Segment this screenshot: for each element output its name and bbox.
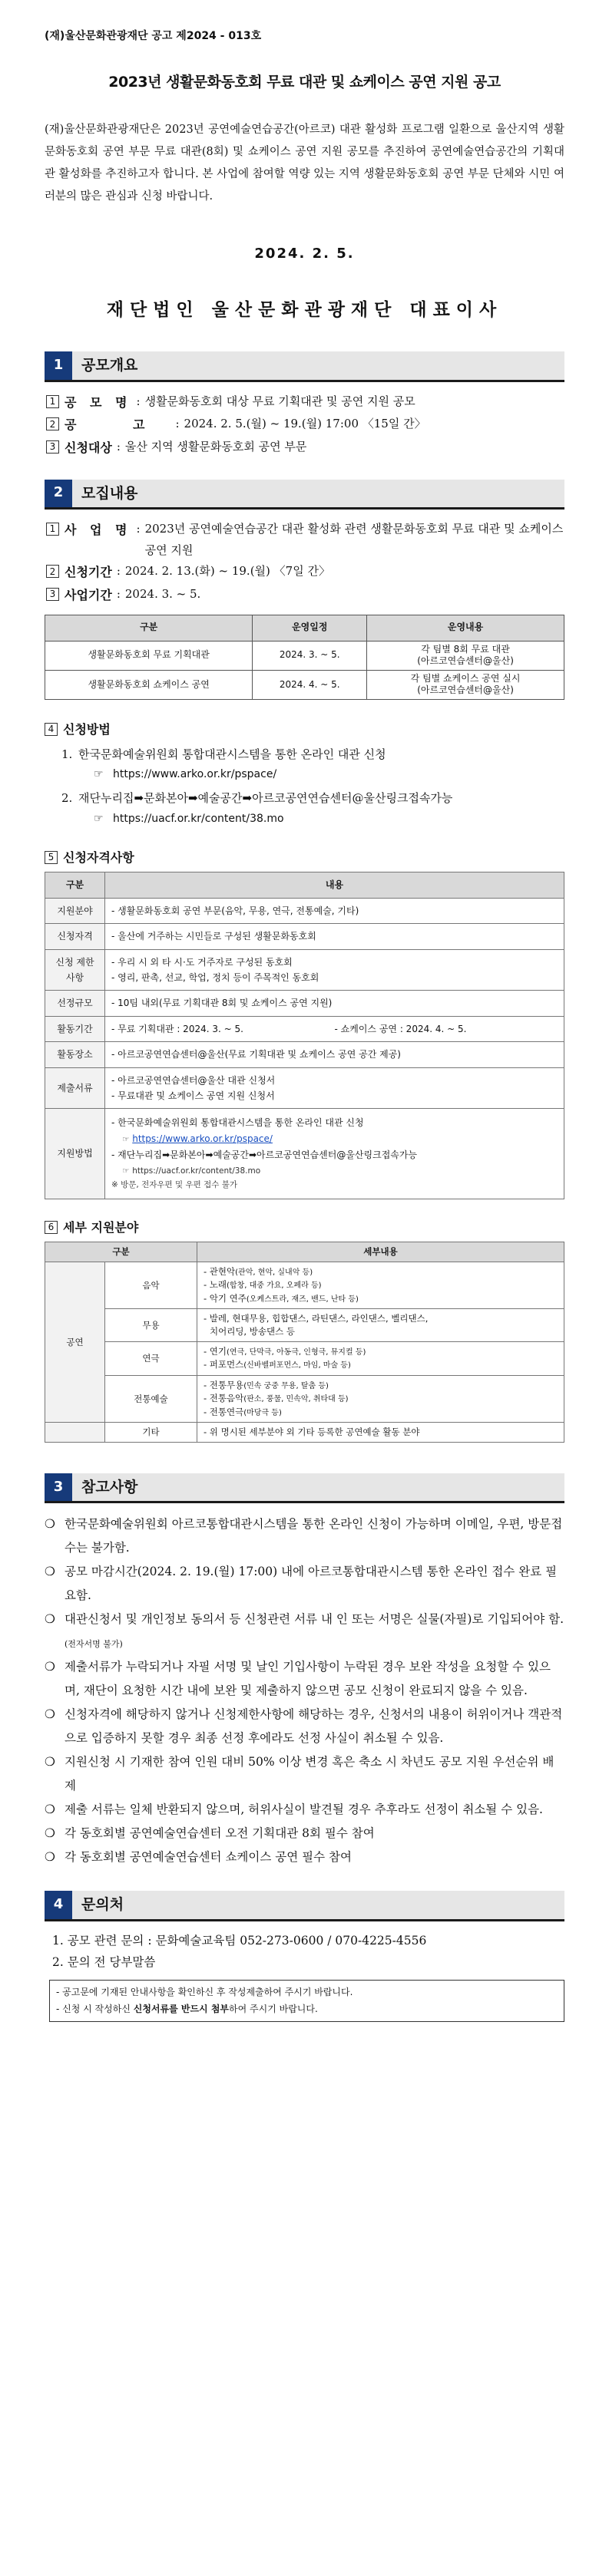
table-row: 지원방법 - 한국문화예술위원회 통합대관시스템을 통한 온라인 대관 신청 ☞ https://www.arko.or.kr/pspace/ - 재단누리집➡문화본아➡예술공간➡아르코공연연습센터@울산링크접속가능 ☞ https://uacf.or.kr/content/38.mo ※ 방문, 전자우편 및 우편 접수 불가 <box>45 1109 564 1199</box>
section-2-body <box>45 519 564 1443</box>
section-1-number: 1 <box>45 351 72 379</box>
list-item: ❍ 각 동호회별 공연예술연습센터 오전 기획대관 8회 필수 참여 <box>45 1822 564 1845</box>
item-value: 2023년 공연예술연습공간 대관 활성화 관련 생활문화동호회 무료 대관 및 쇼케이스 공연 지원 <box>144 521 564 557</box>
schedule-table <box>45 615 564 700</box>
arko-link[interactable]: https://www.arko.or.kr/pspace/ <box>132 1133 273 1144</box>
pointing-hand-icon: ☞ <box>94 768 104 781</box>
item-number-box: 2 <box>46 565 59 578</box>
overview-notice-row: 2 공 고 : 2024. 2. 5.(월) ~ 19.(월) 17:00 〈15일 간〉 <box>45 414 564 437</box>
detail-heading <box>45 1218 564 1238</box>
table-row: 제출서류 - 아르코공연연습센터@울산 대관 신청서 - 무료대관 및 쇼케이스 공연 지원 신청서 <box>45 1067 564 1109</box>
table-row: 신청자격 - 울산에 거주하는 시민들로 구성된 생활문화동호회 <box>45 924 564 949</box>
list-item: 1. 한국문화예술위원회 통합대관시스템을 통한 온라인 대관 신청 <box>61 747 386 761</box>
item-number-box: 1 <box>46 523 59 536</box>
circle-bullet-icon: ❍ <box>45 1517 55 1532</box>
circle-bullet-icon: ❍ <box>45 1612 55 1627</box>
project-name-row: 1 사 업 명 : 2023년 공연예술연습공간 대관 활성화 관련 생활문화동호회 무료 대관 및 쇼케이스 공연 지원 <box>45 519 564 562</box>
circle-bullet-icon: ❍ <box>45 1803 55 1817</box>
doc-title: 2023년 생활문화동호회 무료 대관 및 쇼케이스 공연 지원 공고 <box>108 74 501 91</box>
section-4-title: 문의처 <box>72 1891 564 1918</box>
table-row: 신청 제한사항 - 우리 시 외 타 시·도 거주자로 구성된 동호회 - 영리, 판촉, 선교, 학업, 정치 등이 주목적인 동호회 <box>45 949 564 991</box>
table-row: 무용 - 발레, 현대무용, 힙합댄스, 라틴댄스, 라인댄스, 벨리댄스, 치어리딩, 방송댄스 등 <box>45 1309 564 1341</box>
project-period-row: 3 사업기간 : 2024. 3. ~ 5. <box>45 584 564 607</box>
issuer: 재단법인 울산문화관광재단 대표이사 <box>106 298 503 320</box>
section-2-title: 모집내용 <box>72 480 564 507</box>
list-item: ❍ 각 동호회별 공연예술연습센터 쇼케이스 공연 필수 참여 <box>45 1845 564 1869</box>
pointing-hand-icon: ☞ <box>122 1134 130 1144</box>
item-label: 사 업 명 <box>65 522 132 537</box>
table-cell: 각 팀별 쇼케이스 공연 실시 (아르코연습센터@울산) <box>367 670 564 699</box>
item-number-box: 6 <box>45 1221 58 1234</box>
table-row: 활동장소 - 아르코공연연습센터@울산(무료 기획대관 및 쇼케이스 공연 공간 제공) <box>45 1042 564 1067</box>
item-label: 신청자격사항 <box>63 849 134 865</box>
circle-bullet-icon: ❍ <box>45 1565 55 1579</box>
pointing-hand-icon: ☞ <box>94 812 104 825</box>
circle-bullet-icon: ❍ <box>45 1755 55 1770</box>
doc-date: 2024. 2. 5. <box>254 245 355 262</box>
table-header: 구분 <box>45 1242 197 1262</box>
list-item <box>61 765 564 785</box>
section-3-title: 참고사항 <box>72 1473 564 1501</box>
contact-info <box>45 1931 564 1974</box>
circle-bullet-icon: ❍ <box>45 1826 55 1841</box>
contact-line: 1. 공모 관련 문의 : 문화예술교육팀 052-273-0600 / 070-4225-4556 <box>52 1933 427 1948</box>
apply-period-row: 2 신청기간 : 2024. 2. 13.(화) ~ 19.(월) 〈7일 간〉 <box>45 561 564 584</box>
table-row: 지원분야 - 생활문화동호회 공연 부문(음악, 무용, 연극, 전통예술, 기타) <box>45 898 564 923</box>
section-4-number: 4 <box>45 1891 72 1918</box>
item-number-box: 2 <box>46 417 59 430</box>
apply-method-heading <box>45 720 564 740</box>
item-number-box: 3 <box>46 588 59 601</box>
table-cell: 생활문화동호회 쇼케이스 공연 <box>45 670 253 699</box>
section-1-body <box>45 391 564 460</box>
table-cell: 2024. 3. ~ 5. <box>253 641 367 670</box>
item-value: 생활문화동호회 대상 무료 기획대관 및 공연 지원 공모 <box>144 394 415 408</box>
item-label: 신청대상 <box>65 440 112 455</box>
table-cell: 생활문화동호회 무료 기획대관 <box>45 641 253 670</box>
pointing-hand-icon: ☞ <box>122 1166 130 1176</box>
list-item: 2. 재단누리집➡문화본아➡예술공간➡아르코공연연습센터@울산링크접속가능 <box>61 791 453 806</box>
list-item: ❍ 제출서류가 누락되거나 자필 서명 및 날인 기입사항이 누락된 경우 보완 작성을 요청할 수 있으며, 재단이 요청한 시간 내에 보완 및 제출하지 않으면 공모 신청이 완료되지 않을 수 있음. <box>45 1655 564 1703</box>
list-item: ❍ 한국문화예술위원회 아르코통합대관시스템을 통한 온라인 신청이 가능하며 이메일, 우편, 방문접수는 불가함. <box>45 1512 564 1560</box>
section-2-header <box>45 480 564 510</box>
list-item: ❍ 제출 서류는 일체 반환되지 않으며, 허위사실이 발견될 경우 추후라도 선정이 취소될 수 있음. <box>45 1798 564 1822</box>
table-header: 구분 <box>45 615 253 641</box>
item-label: 사업기간 <box>65 588 112 603</box>
table-row: 활동기간 - 무료 기획대관 : 2024. 3. ~ 5. - 쇼케이스 공연 : 2024. 4. ~ 5. <box>45 1016 564 1041</box>
table-row <box>45 670 564 699</box>
table-cell: 각 팀별 8회 무료 대관 (아르코연습센터@울산) <box>367 641 564 670</box>
reference-list <box>45 1512 564 1869</box>
table-row <box>45 641 564 670</box>
table-cell: 2024. 4. ~ 5. <box>253 670 367 699</box>
table-row: 전통예술 - 전통무용(민속 궁중 무용, 탈춤 등) - 전통음악(판소, 풍물, 민속악, 취타대 등) - 전통연극(마당극 등) <box>45 1375 564 1423</box>
table-row: 기타 - 위 명시된 세부분야 외 기타 등록한 공연예술 활동 분야 <box>45 1423 564 1443</box>
item-label: 공 고 <box>65 417 171 433</box>
item-value: 2024. 2. 13.(화) ~ 19.(월) 〈7일 간〉 <box>124 564 330 579</box>
section-3-number: 3 <box>45 1473 72 1501</box>
table-row: 연극 - 연기(연극, 단막극, 아동극, 인형극, 뮤지컬 등) - 퍼포먼스(신바벨퍼포먼스, 마임, 마술 등) <box>45 1341 564 1375</box>
notes-box <box>49 1980 564 2023</box>
table-header: 구분 <box>45 872 105 898</box>
section-4-header <box>45 1891 564 1921</box>
item-label: 세부 지원분야 <box>63 1219 139 1235</box>
item-label: 신청기간 <box>65 565 112 580</box>
section-1-title: 공모개요 <box>72 351 564 379</box>
table-header: 세부내용 <box>197 1242 564 1262</box>
circle-bullet-icon: ❍ <box>45 1850 55 1865</box>
section-3-header <box>45 1473 564 1503</box>
item-number-box: 4 <box>45 723 58 736</box>
list-item: ❍ 신청자격에 해당하지 않거나 신청제한사항에 해당하는 경우, 신청서의 내용이 허위이거나 객관적으로 입증하지 못할 경우 최종 선정 후에라도 선정 사실이 취소될 수 있음. <box>45 1703 564 1750</box>
section-1-header <box>45 351 564 381</box>
item-label: 신청방법 <box>63 722 111 737</box>
table-header: 운영일정 <box>253 615 367 641</box>
list-item: ❍ 지원신청 시 기재한 참여 인원 대비 50% 이상 변경 혹은 축소 시 차년도 공모 지원 우선순위 배제 <box>45 1750 564 1798</box>
item-value: 울산 지역 생활문화동호회 공연 부문 <box>124 439 307 454</box>
overview-name-row: 1 공 모 명 : 생활문화동호회 대상 무료 기획대관 및 공연 지원 공모 <box>45 391 564 414</box>
qualification-table <box>45 872 564 1199</box>
table-row: 선정규모 - 10팀 내외(무료 기획대관 8회 및 쇼케이스 공연 지원) <box>45 991 564 1016</box>
circle-bullet-icon: ❍ <box>45 1660 55 1674</box>
item-number-box: 1 <box>46 395 59 408</box>
overview-target-row: 3 신청대상 : 울산 지역 생활문화동호회 공연 부문 <box>45 437 564 460</box>
table-row: 공연 음악 - 관현악(관악, 현악, 실내악 등) - 노래(합창, 대중 가요, 오페라 등) - 악기 연주(오케스트라, 재즈, 밴드, 난타 등) <box>45 1262 564 1309</box>
table-header: 운영내용 <box>367 615 564 641</box>
item-value: 2024. 3. ~ 5. <box>124 587 201 602</box>
note-line: - 공고문에 기재된 안내사항을 확인하신 후 작성제출하여 주시기 바랍니다. <box>56 1986 353 1997</box>
item-value: 2024. 2. 5.(월) ~ 19.(월) 17:00 〈15일 간〉 <box>184 417 426 431</box>
apply-method-list <box>45 744 564 830</box>
note-line: - 신청 시 작성하신 신청서류를 반드시 첨부하여 주시기 바랍니다. <box>56 2004 318 2015</box>
uacf-link[interactable]: https://uacf.or.kr/content/38.mo <box>113 812 284 825</box>
detail-table <box>45 1242 564 1443</box>
uacf-link[interactable]: https://uacf.or.kr/content/38.mo <box>132 1166 261 1176</box>
qualification-heading <box>45 848 564 868</box>
intro-text: (재)울산문화관광재단은 2023년 공연예술연습공간(아르코) 대관 활성화 프로그램 일환으로 울산지역 생활문화동호회 공연 부문 무료 대관(8회) 및 쇼케이스 공연 지원 공모를 추진하여 공연예술연습공간의 기획대관 활성화를 추진하고자 합니다. 본 사업에 참여할 역량 있는 지역 생활문화동호회 공연 부문 단체와 시민 여러분의 많은 관심과 신청 바랍니다. <box>45 123 564 203</box>
item-number-box: 3 <box>46 440 59 454</box>
section-2-number: 2 <box>45 480 72 507</box>
item-label: 공 모 명 <box>65 394 132 410</box>
arko-link[interactable]: https://www.arko.or.kr/pspace/ <box>113 768 277 781</box>
table-header: 내용 <box>105 872 564 898</box>
list-item: ❍ 공모 마감시간(2024. 2. 19.(월) 17:00) 내에 아르코통합대관시스템 통한 온라인 접수 완료 필요함. <box>45 1560 564 1608</box>
contact-line: 2. 문의 전 당부말씀 <box>52 1954 156 1969</box>
list-item <box>61 810 564 830</box>
notice-number: (재)울산문화관광재단 공고 제2024 - 013호 <box>45 30 262 42</box>
item-number-box: 5 <box>45 851 58 864</box>
circle-bullet-icon: ❍ <box>45 1707 55 1722</box>
list-item: ❍ 대관신청서 및 개인정보 동의서 등 신청관련 서류 내 인 또는 서명은 실물(자필)로 기입되어야 함.(전자서명 불가) <box>45 1608 564 1655</box>
